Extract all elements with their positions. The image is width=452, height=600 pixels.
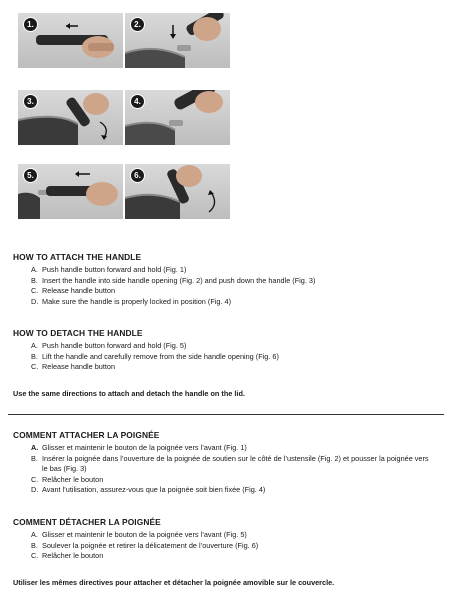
figure-number: 3. (23, 94, 38, 109)
english-lid-note: Use the same directions to attach and detach the handle on the lid. (13, 389, 245, 398)
list-item: D. Make sure the handle is properly locked in position (Fig. 4) (31, 296, 232, 306)
figure-number: 2. (130, 17, 145, 32)
figure-1 (18, 13, 123, 68)
figure-number: 5. (23, 168, 38, 183)
list-item: B. Soulever la poignée et retirer la délicatement de l’ouverture (Fig. 6) (31, 540, 259, 550)
list-item: B. Lift the handle and carefully remove from the side handle opening (Fig. 6) (31, 351, 279, 361)
section-heading: COMMENT DÉTACHER LA POIGNÉE (13, 517, 161, 527)
list-item: C. Release handle button (31, 362, 116, 372)
french-detach-section (13, 517, 441, 562)
english-attach-section (13, 252, 441, 307)
list-item: C. Relâcher le bouton (31, 474, 104, 484)
figure-5 (18, 164, 123, 219)
figure-6 (125, 164, 230, 219)
list-item: B. Insérer la poignée dans l’ouverture de la poignée de soutien sur le côté de l’ustensile (Fig. 2) et pousser la poignée vers le bas (Fig. 3) (31, 453, 429, 474)
list-item: A. Glisser et maintenir le bouton de la poignée vers l’avant (Fig. 1) (31, 443, 247, 452)
step-list (13, 341, 441, 373)
step-list (13, 265, 441, 307)
section-heading: COMMENT ATTACHER LA POIGNÉE (13, 430, 160, 440)
list-item: A. Push handle button forward and hold (Fig. 1) (31, 265, 187, 274)
list-item: B. Insert the handle into side handle opening (Fig. 2) and push down the handle (Fig. 3) (31, 275, 316, 285)
figure-number: 1. (23, 17, 38, 32)
list-item: C. Relâcher le bouton (31, 551, 104, 561)
list-item: A. Glisser et maintenir le bouton de la poignée vers l’avant (Fig. 5) (31, 530, 247, 539)
section-heading: HOW TO ATTACH THE HANDLE (13, 252, 142, 262)
list-item: D. Avant l’utilisation, assurez-vous que la poignée soit bien fixée (Fig. 4) (31, 485, 266, 495)
french-lid-note: Utiliser les mêmes directives pour attacher et détacher la poignée amovible sur le couvercle. (13, 578, 335, 587)
figure-2 (125, 13, 230, 68)
section-heading: HOW TO DETACH THE HANDLE (13, 328, 143, 338)
figure-3 (18, 90, 123, 145)
list-item: A. Push handle button forward and hold (Fig. 5) (31, 341, 187, 350)
figure-number: 4. (130, 94, 145, 109)
french-attach-section (13, 430, 441, 496)
step-list (13, 530, 441, 562)
section-divider (8, 414, 444, 415)
figure-number: 6. (130, 168, 145, 183)
english-detach-section (13, 328, 441, 373)
list-item: C. Release handle button (31, 286, 116, 296)
step-list (13, 443, 441, 496)
figure-4 (125, 90, 230, 145)
